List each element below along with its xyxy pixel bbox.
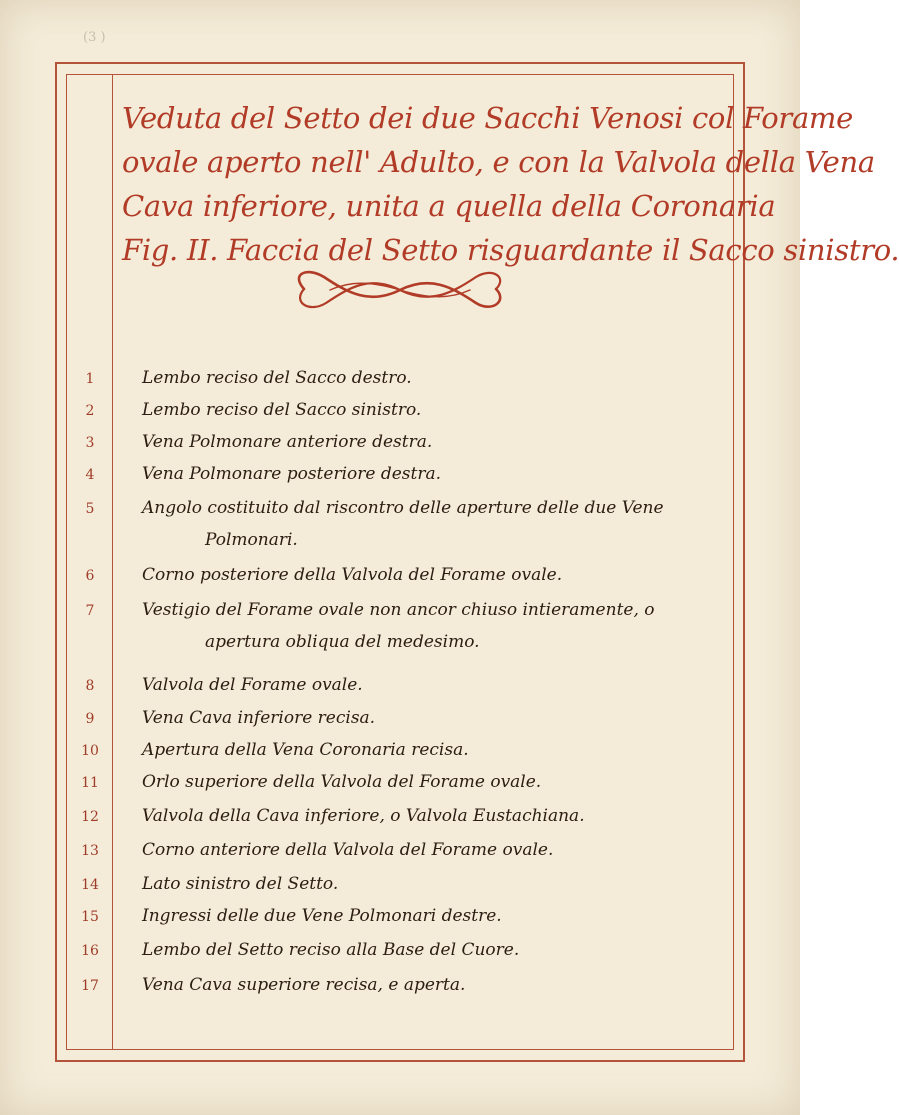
item-text: Lembo del Setto reciso alla Base del Cuore. bbox=[142, 940, 520, 960]
title-line-4: Fig. II. Faccia del Setto risguardante il Sacco sinistro. bbox=[122, 233, 899, 267]
item-text: Vena Cava superiore recisa, e aperta. bbox=[142, 975, 466, 995]
item-number: 7 bbox=[85, 603, 95, 619]
title-line-1: Veduta del Setto dei due Sacchi Venosi col Forame bbox=[122, 101, 853, 135]
item-number: 1 bbox=[85, 371, 95, 387]
item-number: 16 bbox=[81, 943, 99, 959]
item-text: Apertura della Vena Coronaria recisa. bbox=[142, 740, 469, 760]
item-number: 8 bbox=[85, 678, 95, 694]
item-number: 2 bbox=[85, 403, 95, 419]
item-number: 15 bbox=[81, 909, 99, 925]
item-text: Lembo reciso del Sacco destro. bbox=[142, 368, 412, 388]
item-text: Vena Polmonare posteriore destra. bbox=[142, 464, 442, 484]
title-line-2: ovale aperto nell' Adulto, e con la Valvola della Vena bbox=[122, 145, 875, 179]
item-text-continuation: apertura obliqua del medesimo. bbox=[205, 632, 480, 652]
item-text: Vena Polmonare anteriore destra. bbox=[142, 432, 433, 452]
item-text: Valvola della Cava inferiore, o Valvola Eustachiana. bbox=[142, 806, 585, 826]
item-number: 17 bbox=[81, 978, 99, 994]
item-text: Ingressi delle due Vene Polmonari destre. bbox=[142, 906, 502, 926]
item-text: Vestigio del Forame ovale non ancor chiuso intieramente, o bbox=[142, 600, 655, 620]
title-line-3: Cava inferiore, unita a quella della Coronaria bbox=[122, 189, 776, 223]
item-text: Lato sinistro del Setto. bbox=[142, 874, 339, 894]
item-number: 13 bbox=[81, 843, 99, 859]
item-number: 10 bbox=[81, 743, 99, 759]
item-number: 5 bbox=[85, 501, 95, 517]
item-number: 6 bbox=[85, 568, 95, 584]
item-text: Valvola del Forame ovale. bbox=[142, 675, 363, 695]
item-text: Corno anteriore della Valvola del Forame ovale. bbox=[142, 840, 554, 860]
item-text: Orlo superiore della Valvola del Forame ovale. bbox=[142, 772, 542, 792]
item-text: Lembo reciso del Sacco sinistro. bbox=[142, 400, 422, 420]
item-number: 4 bbox=[85, 467, 95, 483]
item-number: 14 bbox=[81, 877, 99, 893]
item-number: 9 bbox=[85, 711, 95, 727]
item-number: 11 bbox=[81, 775, 99, 791]
item-number: 12 bbox=[81, 809, 99, 825]
item-text: Angolo costituito dal riscontro delle aperture delle due Vene bbox=[142, 498, 664, 518]
item-number: 3 bbox=[85, 435, 95, 451]
pencil-mark: (3 ) bbox=[83, 30, 106, 45]
item-text: Vena Cava inferiore recisa. bbox=[142, 708, 376, 728]
item-text: Corno posteriore della Valvola del Forame ovale. bbox=[142, 565, 563, 585]
item-text-continuation: Polmonari. bbox=[205, 530, 298, 550]
